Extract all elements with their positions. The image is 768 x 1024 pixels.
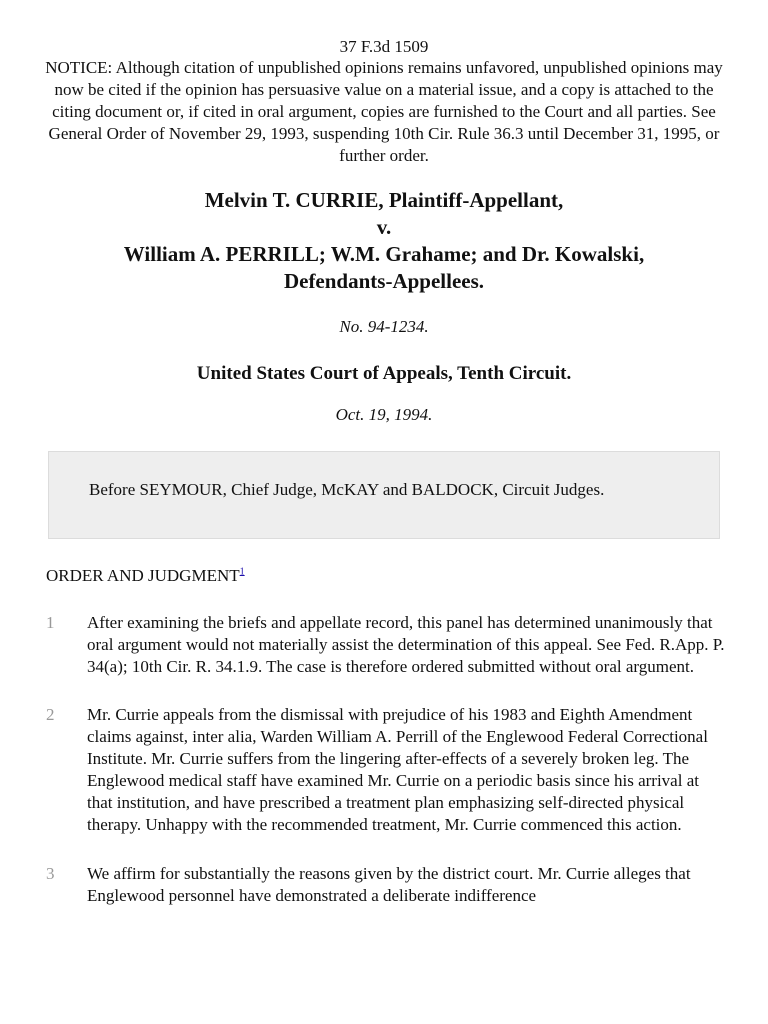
order-heading-text: ORDER AND JUDGMENT	[46, 566, 240, 585]
case-caption	[0, 187, 768, 295]
court-name: United States Court of Appeals, Tenth Circuit.	[196, 363, 572, 384]
paragraph-number: 1	[46, 613, 55, 632]
docket-number: No. 94-1234.	[339, 317, 429, 336]
defendants-line: William A. PERRILL; W.M. Grahame; and Dr. Kowalski,	[123, 242, 645, 266]
plaintiff-line: Melvin T. CURRIE, Plaintiff-Appellant,	[204, 188, 564, 212]
case-citation: 37 F.3d 1509	[339, 37, 429, 56]
decision-date: Oct. 19, 1994.	[335, 405, 433, 424]
paragraph	[46, 704, 727, 836]
unpublished-notice: NOTICE: Although citation of unpublished opinions remains unfavored, unpublished opinions may now be cited if the opinion has persuasive value on a material issue, and a copy is attached to the citing document or, if cited in oral argument, copies are furnished to the Court and all parties. See General Order of November 29, 1993, suspending 10th Cir. Rule 36.3 until December 31, 1995, or further order.	[45, 58, 723, 165]
paragraph-number: 2	[46, 705, 55, 724]
defendants-role-line: Defendants-Appellees.	[283, 269, 485, 293]
footnote-link[interactable]: 1	[239, 566, 245, 578]
paragraph-text: We affirm for substantially the reasons given by the district court. Mr. Currie alleges that Englewood personnel have demonstrated a deliberate indifference	[87, 864, 691, 905]
paragraph	[46, 863, 727, 907]
panel-box	[48, 451, 720, 539]
paragraph-text: Mr. Currie appeals from the dismissal with prejudice of his 1983 and Eighth Amendment claims against, inter alia, Warden William A. Perrill of the Englewood Federal Correctional Institute. Mr. Currie suffers from the lingering after-effects of a severely broken leg. The Englewood medical staff have examined Mr. Currie on a periodic basis since his arrival at that institution, and have prescribed a treatment plan emphasizing self-directed physical therapy. Unhappy with the recommended treatment, Mr. Currie commenced this action.	[87, 705, 708, 834]
paragraph-number: 3	[46, 864, 55, 883]
versus-line: v.	[376, 215, 392, 239]
panel-judges: Before SEYMOUR, Chief Judge, McKAY and BALDOCK, Circuit Judges.	[89, 480, 605, 499]
paragraph-text: After examining the briefs and appellate record, this panel has determined unanimously that oral argument would not materially assist the determination of this appeal. See Fed. R.App. P. 34(a); 10th Cir. R. 34.1.9. The case is therefore ordered submitted without oral argument.	[87, 613, 725, 676]
paragraph	[46, 612, 727, 678]
order-heading	[46, 566, 768, 586]
